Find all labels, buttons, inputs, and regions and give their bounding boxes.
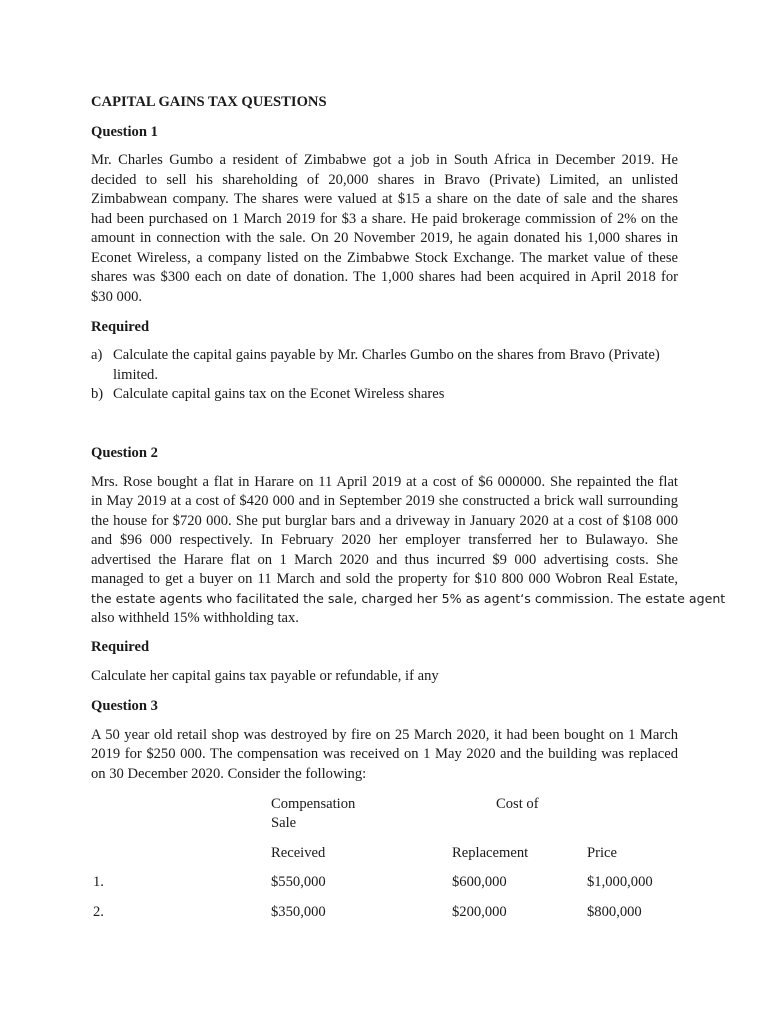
question-3-line: 2019 for $250 000. The compensation was received on 1 May 2020 and the building was replaced — [91, 746, 678, 762]
table-cell-received: $550,000 — [271, 874, 326, 890]
list-item-text: Calculate the capital gains payable by Mr. Charles Gumbo on the shares from Bravo (Private) — [113, 347, 660, 363]
table-row-number: 1. — [93, 874, 104, 890]
question-1-line: Zimbabwean company. The shares were valued at $15 a share on the date of sale and the shares — [91, 191, 678, 207]
list-item-text: limited. — [113, 367, 158, 383]
question-2-required: Required — [91, 639, 150, 655]
table-cell-received: $350,000 — [271, 904, 326, 920]
question-1-line: amount in connection with the sale. On 20 November 2019, he again donated his 1,000 shares in — [91, 230, 678, 246]
question-1-line: shares was $300 each on date of donation. The 1,000 shares had been acquired in April 2018 for — [91, 269, 678, 285]
table-cell-price: $800,000 — [587, 904, 642, 920]
question-2-line: in May 2019 at a cost of $420 000 and in September 2019 she constructed a brick wall surrounding — [91, 493, 678, 509]
question-2-line: managed to get a buyer on 11 March and sold the property for $10 800 000 Wobron Real Estate, — [91, 571, 678, 587]
table-header-replacement: Replacement — [452, 845, 529, 861]
question-2-heading: Question 2 — [91, 445, 158, 461]
document-title: CAPITAL GAINS TAX QUESTIONS — [91, 94, 327, 110]
question-2-line: the house for $720 000. She put burglar bars and a driveway in January 2020 at a cost of $108 000 — [91, 513, 678, 529]
table-row-number: 2. — [93, 904, 104, 920]
question-3-line: A 50 year old retail shop was destroyed by fire on 25 March 2020, it had been bought on 1 March — [91, 727, 678, 743]
table-cell-price: $1,000,000 — [587, 874, 653, 890]
question-2-instruction: Calculate her capital gains tax payable or refundable, if any — [91, 668, 439, 684]
table-header-price: Price — [587, 845, 617, 861]
question-2-line: and $96 000 respectively. In February 2020 her employer transferred her to Bulawayo. She — [91, 532, 678, 548]
table-header-sale: Sale — [271, 815, 297, 831]
list-item-text: Calculate capital gains tax on the Econet Wireless shares — [113, 386, 445, 402]
question-3-heading: Question 3 — [91, 698, 158, 714]
question-2-line: the estate agents who facilitated the sale, charged her 5% as agent‘s commission. The estate agent — [91, 591, 726, 606]
question-2-line: Mrs. Rose bought a flat in Harare on 11 April 2019 at a cost of $6 000000. She repainted the flat — [91, 474, 678, 490]
question-2-line: advertised the Harare flat on 1 March 2020 and thus incurred $9 000 advertising costs. She — [91, 552, 678, 568]
list-item-label: a) — [91, 347, 103, 363]
question-1-required: Required — [91, 319, 150, 335]
question-1-heading: Question 1 — [91, 124, 158, 140]
question-1-line: Econet Wireless, a company listed on the Zimbabwe Stock Exchange. The market value of these — [91, 250, 678, 266]
table-header-received: Received — [271, 845, 326, 861]
question-2-line: also withheld 15% withholding tax. — [91, 610, 299, 626]
table-cell-replacement: $200,000 — [452, 904, 507, 920]
question-1-line: $30 000. — [91, 289, 143, 305]
question-3-line: on 30 December 2020. Consider the following: — [91, 766, 367, 782]
table-cell-replacement: $600,000 — [452, 874, 507, 890]
list-item-label: b) — [91, 386, 104, 402]
question-1-line: decided to sell his shareholding of 20,000 shares in Bravo (Private) Limited, an unlisted — [91, 172, 678, 188]
question-1-line: Mr. Charles Gumbo a resident of Zimbabwe got a job in South Africa in December 2019. He — [91, 152, 678, 168]
table-header-cost-of: Cost of — [496, 796, 539, 812]
table-header-compensation: Compensation — [271, 796, 356, 812]
question-1-line: had been purchased on 1 March 2019 for $3 a share. He paid brokerage commission of 2% on the — [91, 211, 678, 227]
